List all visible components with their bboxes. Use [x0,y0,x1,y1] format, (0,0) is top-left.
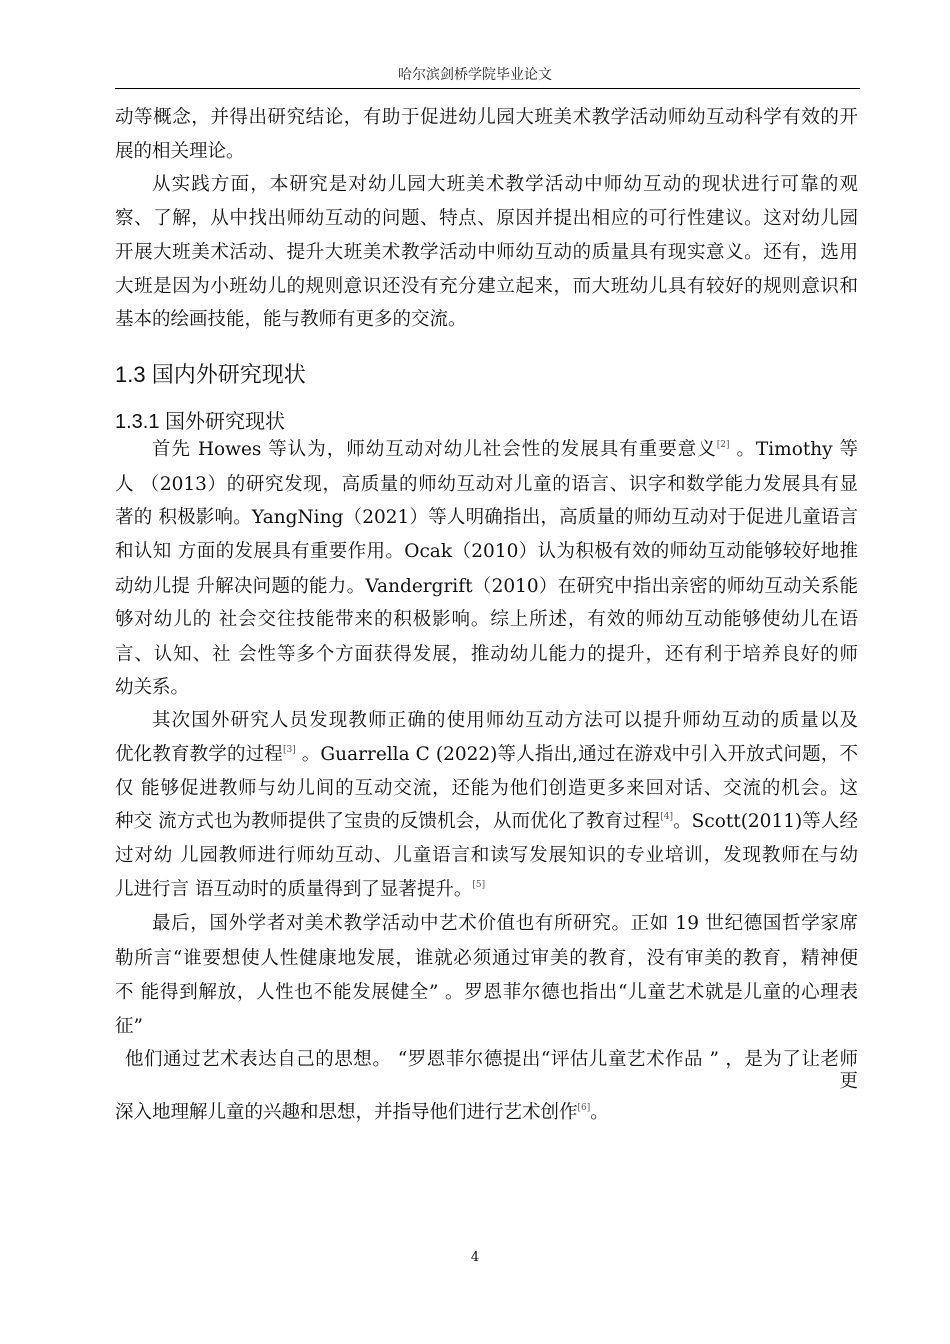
line-text: 幼关系。 [115,677,190,698]
text-line [152,709,858,733]
line-text: 基本的绘画技能，能与教师有更多的交流。 [115,309,467,330]
line-text: 首先 Howes 等认为，师幼互动对幼儿社会性的发展具有重要意义 [152,439,717,460]
line-text: 动等概念，并得出研究结论，有助于促进幼儿园大班美术教学活动师幼互动科学有效的开 [115,107,858,128]
text-line [125,1048,858,1072]
citation-marker: [4] [660,812,673,822]
text-line [152,173,858,197]
line-text: 最后，国外学者对美术教学活动中艺术价值也有所研究。正如 19 世纪德国哲学家席 [152,913,858,934]
line-text: 。Guarrella C (2022)等人指出,通过在游戏中引入开放式问题，不 [295,744,858,765]
citation-marker: [6] [577,1103,591,1113]
line-text: 从实践方面，本研究是对幼儿园大班美术教学活动中师幼互动的现状进行可靠的观 [152,174,858,195]
citation-marker: [2] [716,440,730,450]
citation-marker: [3] [282,745,296,755]
text-line [115,308,858,332]
line-text: 过对幼 儿园教师进行师幼互动、儿童语言和读写发展知识的专业培训，发现教师在与幼 [115,845,858,866]
text-line [115,506,858,530]
text-line [115,473,858,497]
line-text: 动幼儿提 升解决问题的能力。Vandergrift（2010）在研究中指出亲密的师幼互动关系能 [115,576,858,597]
line-text: 。Scott(2011)等人经 [672,811,858,832]
page-number: 4 [470,1250,480,1265]
text-line [115,878,858,902]
line-text: 其次国外研究人员发现教师正确的使用师幼互动方法可以提升师幼互动的质量以及 [152,710,858,731]
text-line [115,777,858,801]
line-text: 征” [115,1016,143,1037]
section-heading: 1.3 国内外研究现状 [115,362,306,387]
text-line [115,608,858,632]
line-text: 言、认知、社 会性等多个方面获得发展，推动幼儿能力的提升，还有利于培养良好的师 [115,644,858,665]
text-line [115,241,858,265]
text-line [115,1101,858,1125]
text-line [115,140,858,164]
text-line [115,275,858,299]
text-line [115,207,858,231]
text-line [152,912,858,936]
text-line [115,810,858,834]
text-line [115,947,858,971]
line-text: 更 [839,1071,858,1092]
line-text: 开展大班美术活动、提升大班美术教学活动中师幼互动的质量具有现实意义。还有，选用 [115,242,858,263]
text-line [115,643,858,667]
line-text: 。Timothy 等 [729,439,859,460]
header-rule [115,88,860,89]
line-text: 他们通过艺术表达自己的思想。 “罗恩菲尔德提出“评估儿童艺术作品 ” ，是为了让老师 [125,1049,858,1070]
line-text: 不 能得到解放，人性也不能发展健全” 。罗恩菲尔德也指出“儿童艺术就是儿童的心理表 [115,982,858,1003]
text-line [115,1070,858,1094]
line-text: 。 [590,1102,609,1123]
line-text: 种交 流方式也为教师提供了宝贵的反馈机会，从而优化了教育过程 [115,811,661,832]
line-text: 勒所言“谁要想使人性健康地发展，谁就必须通过审美的教育，没有审美的教育，精神便 [115,948,858,969]
text-line [115,106,858,130]
text-line [115,676,858,700]
subsection-heading: 1.3.1 国外研究现状 [115,411,286,433]
line-text: 人 （2013）的研究发现，高质量的师幼互动对儿童的语言、识字和数学能力发展具有显 [115,474,858,495]
line-text: 深入地理解儿童的兴趣和思想，并指导他们进行艺术创作 [115,1102,578,1123]
line-text: 著的 积极影响。YangNing（2021）等人明确指出，高质量的师幼互动对于促进儿童语言 [115,507,858,528]
text-line [115,540,858,564]
line-text: 够对幼儿的 社会交往技能带来的积极影响。综上所述，有效的师幼互动能够使幼儿在语 [115,609,858,630]
running-header: 哈尔滨剑桥学院毕业论文 [398,67,552,83]
text-line [115,575,858,599]
citation-marker: [5] [472,880,486,890]
line-text: 儿进行言 语互动时的质量得到了显著提升。 [115,879,473,900]
text-line [152,438,858,462]
line-text: 大班是因为小班幼儿的规则意识还没有充分建立起来，而大班幼儿具有较好的规则意识和 [115,276,858,297]
text-line [115,1015,858,1039]
text-line [115,844,858,868]
line-text: 优化教育教学的过程 [115,744,283,765]
line-text: 仅 能够促进教师与幼儿间的互动交流，还能为他们创造更多来回对话、交流的机会。这 [115,778,858,799]
line-text: 展的相关理论。 [115,141,245,162]
line-text: 察、了解，从中找出师幼互动的问题、特点、原因并提出相应的可行性建议。这对幼儿园 [115,208,858,229]
text-line [115,981,858,1005]
text-line [115,743,858,767]
line-text: 和认知 方面的发展具有重要作用。Ocak（2010）认为积极有效的师幼互动能够较好地推 [115,541,858,562]
